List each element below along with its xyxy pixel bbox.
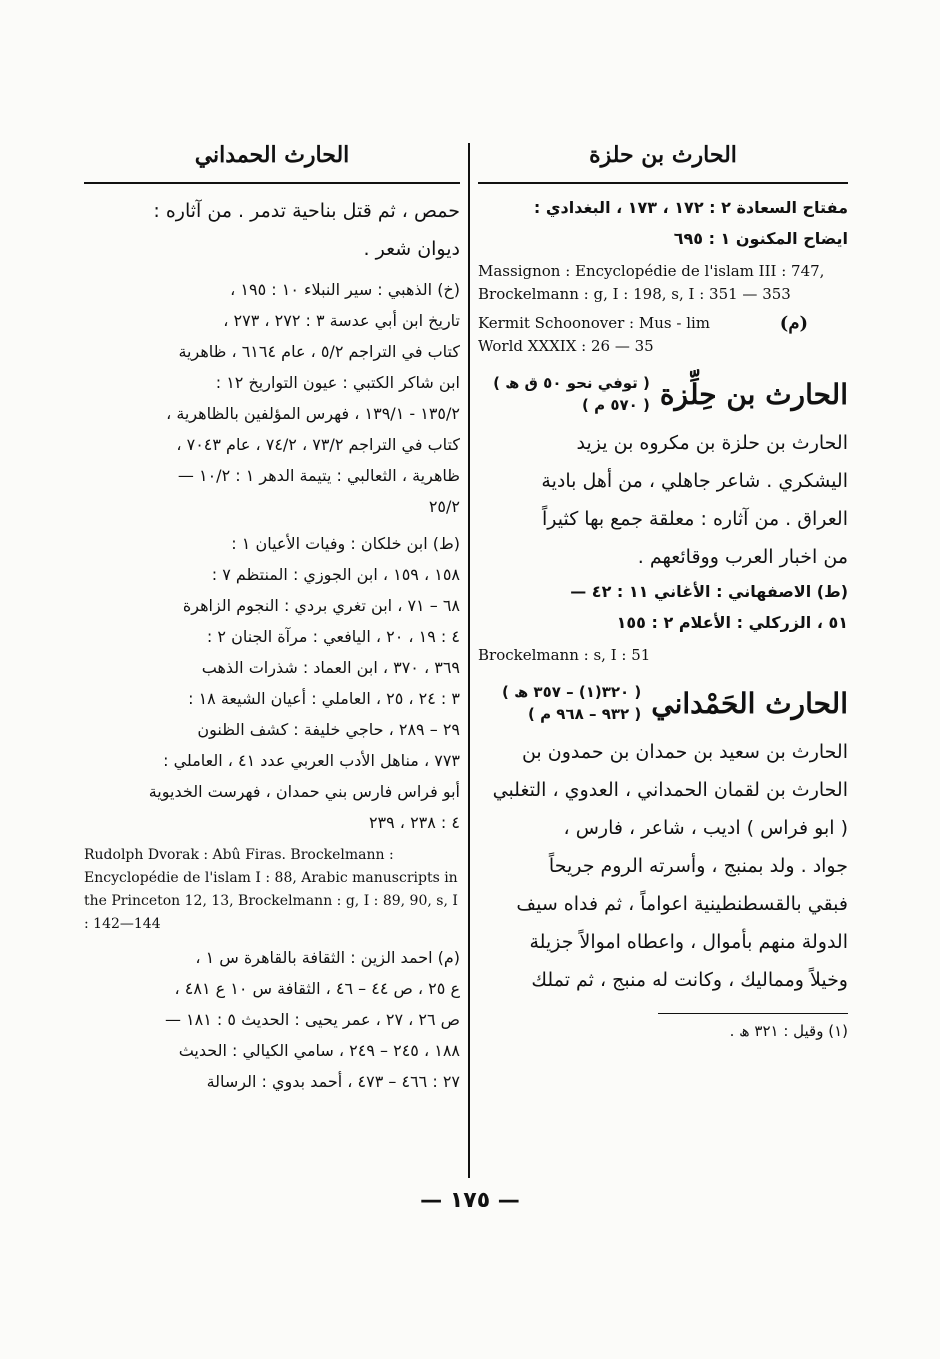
- ref-line: كتاب في التراجم ٥/٢ ، عام ٦١٦٤ ، ظاهرية: [178, 342, 460, 361]
- left-header-rule: [84, 182, 460, 184]
- entry-dates: [493, 372, 650, 416]
- entry-title-harith-hamdani: [478, 681, 848, 725]
- ref-line: مفتاح السعادة ٢ : ١٧٢ ، ١٧٣ ، البغدادي :: [533, 198, 848, 217]
- ref-line: ٣ : ٢٤ ، ٢٥ ، العاملي : أعيان الشيعة ١٨ :: [188, 689, 460, 708]
- ref-line: ٦٨ – ٧١ ، ابن تغري بردي : النجوم الزاهرة: [182, 596, 460, 615]
- footnote-rule: [658, 1013, 848, 1014]
- dates-gregorian: ( ٩٣٢ – ٩٦٨ م ): [528, 705, 642, 723]
- page-number: — ١٧٥ —: [420, 1188, 520, 1213]
- ref-line: ايضاح المكنون ١ : ٦٩٥: [673, 229, 848, 248]
- dates-gregorian: ( ٥٧٠ م ): [582, 396, 650, 414]
- left-running-header: الحارث الحمداني: [194, 142, 350, 168]
- body-line: الحارث بن لقمان الحمداني ، العدوي ، التغلبي: [492, 779, 848, 801]
- ref-line: كتاب في التراجم ٧٣/٢ ، ٧٤/٢ ، عام ٧٠٤٣ ،: [176, 435, 460, 454]
- left-column: [84, 130, 460, 1097]
- ref-line: ٤ : ٢٣٨ ، ٢٣٩: [368, 813, 460, 832]
- ref-line: ١٥٨ ، ١٥٩ ، ابن الجوزي : المنتظم ٧ :: [211, 565, 460, 584]
- dates-hijri: ( ٣٢٠(١) – ٣٥٧ ھ ): [502, 683, 642, 701]
- ref-line: ٥١ ، الزركلي : الأعلام ٢ : ١٥٥: [616, 613, 848, 632]
- body-line: اليشكري . شاعر جاهلي ، من أهل بادية: [541, 470, 848, 492]
- entry-title-harith-hilliza: [478, 372, 848, 416]
- ref-line: (ط) الاصفهاني : الأغاني ١١ : ٤٢ —: [570, 582, 848, 601]
- ref-line: ٢٧ : ٤٦٦ – ٤٧٣ ، أحمد بدوي : الرسالة: [206, 1072, 460, 1091]
- body-line: من اخبار العرب ووقائعهم .: [637, 546, 848, 568]
- entry-name: الحارث الحَمْداني: [651, 686, 848, 720]
- massignon-ref: Massignon : Encyclopédie de l'islam III : 747, Brockelmann : g, I : 198, s, I : 351 — 353: [478, 262, 825, 303]
- ref-line: ٧٧٣ ، مناهل الأدب العربي عدد ٤١ ، العاملي :: [163, 751, 460, 770]
- ref-line: (م) احمد الزين : الثقافة بالقاهرة س ١ ،: [195, 948, 460, 967]
- ref-line: أبو فراس فارس بني حمدان ، فهرست الخديوية: [148, 782, 460, 801]
- entry-name: الحارث بن حِلِّزة: [659, 377, 848, 411]
- entry-dates: [502, 681, 641, 725]
- ref-line: ظاهرية ، الثعالبي : يتيمة الدهر ١ : ١٠/٢ —: [177, 466, 460, 485]
- footnote: (١) وقيل : ٣٢١ ھ .: [729, 1022, 848, 1040]
- dvorak-ref: Rudolph Dvorak : Abû Firas. Brockelmann : Encyclopédie de l'islam I : 88, Arabic manuscripts in the Princeton 12, 13, Brockelmann : g, I : 89, 90, s, I : 142—144: [84, 847, 458, 932]
- body-line: ديوان شعر .: [363, 238, 460, 260]
- dates-hijri: ( توفي نحو ٥٠ ق ھ ): [493, 374, 650, 392]
- ref-line: ٢٩ – ٢٨٩ ، حاجي خليفة : كشف الظنون: [197, 720, 460, 739]
- schoonover-text: Kermit Schoonover : Mus - lim World XXXIX : 26 — 35: [478, 314, 711, 355]
- right-header-rule: [478, 182, 848, 184]
- body-line: العراق . من آثاره : معلقة جمع بها كثيراً: [541, 508, 848, 530]
- ref-line: ابن شاكر الكتبي : عيون التواريخ ١٢ :: [215, 373, 460, 392]
- ref-line: تاريخ ابن أبي عدسة ٣ : ٢٧٢ ، ٢٧٣ ،: [223, 311, 460, 330]
- body-line: الحارث بن سعيد بن حمدان بن حمدون بن: [521, 741, 848, 763]
- ref-line: ١٨٨ ، ٢٤٥ – ٢٤٩ ، سامي الكيالي : الحديث: [178, 1041, 460, 1060]
- right-column: [478, 130, 848, 1044]
- ref-line: ع ٢٥ ، ص ٤٤ – ٤٦ ، الثقافة س ١٠ ع ٤٨١ ،: [174, 979, 460, 998]
- body-line: فبقي بالقسطنطينية اعواماً ، ثم فداه سيف: [516, 893, 848, 915]
- ref-line: ٢٥/٢: [428, 497, 460, 516]
- body-line: ( ابو فراس ) اديب ، شاعر ، فارس ،: [563, 817, 848, 839]
- right-running-header: الحارث بن حلزة: [589, 142, 737, 168]
- ref-line: ٣٦٩ ، ٣٧٠ ، ابن العماد : شذرات الذهب: [201, 658, 460, 677]
- body-line: جواد . ولد بمنبج ، وأسرته الروم جريحاً: [548, 855, 848, 877]
- body-line: الحارث بن حلزة بن مكروه بن يزيد: [576, 432, 848, 454]
- brockelmann-ref: Brockelmann : s, I : 51: [478, 646, 651, 664]
- schoonover-ref: [478, 312, 848, 358]
- schoonover-siglum: (م): [779, 313, 808, 334]
- body-line: الدولة منهم بأموال ، واعطاه اموالاً جزيلة: [529, 931, 848, 953]
- body-line: وخيلاً ومماليك ، وكانت له منبج ، ثم تملك: [531, 969, 848, 991]
- ref-line: ٤ : ١٩ ، ٢٠ ، اليافعي : مرآة الجنان ٢ :: [206, 627, 460, 646]
- ref-line: (ط) ابن خلكان : وفيات الأعيان ١ :: [231, 534, 460, 553]
- column-divider: [468, 143, 470, 1178]
- ref-line: (خ) الذهبي : سير النبلاء ١٠ : ١٩٥ ،: [230, 280, 460, 299]
- ref-line: ص ٢٦ ، ٢٧ ، عمر يحيى : الحديث ٥ : ١٨١ —: [164, 1010, 460, 1029]
- ref-line: ١٣٥/٢ - ١٣٩/١ ، فهرس المؤلفين بالظاهرية ،: [166, 404, 460, 423]
- body-line: حمص ، ثم قتل بناحية تدمر . من آثاره :: [153, 200, 460, 222]
